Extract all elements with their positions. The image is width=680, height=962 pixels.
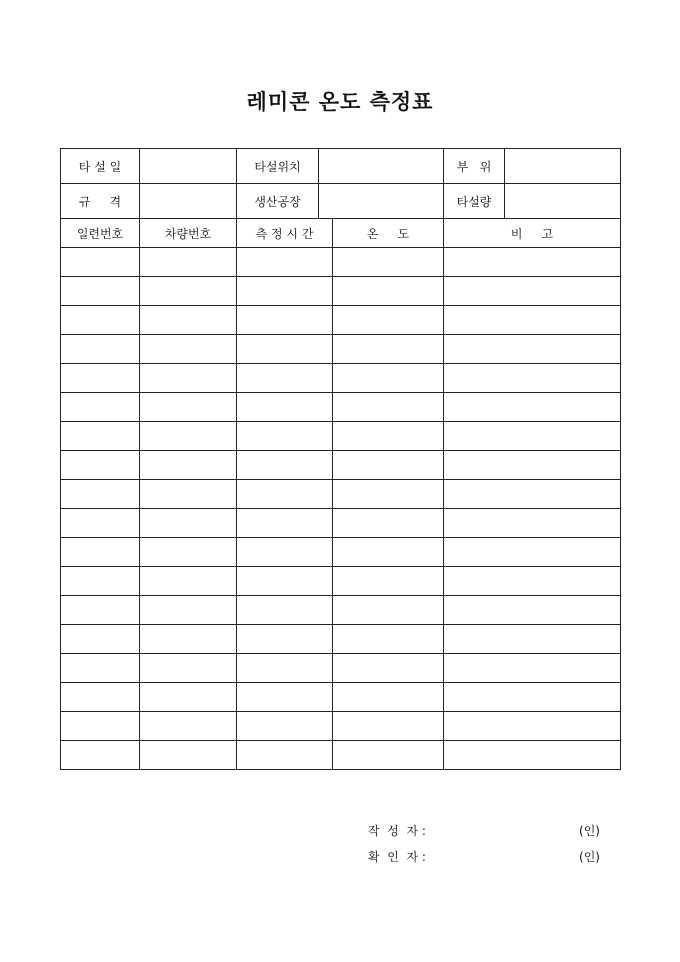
part-field[interactable] [505,149,621,184]
remarks-cell[interactable] [444,364,621,393]
spec-label: 규 격 [61,184,140,219]
table-row [61,364,621,393]
temp-cell[interactable] [333,654,444,683]
vehicle-cell[interactable] [140,335,237,364]
vehicle-cell[interactable] [140,393,237,422]
table-row [61,277,621,306]
table-row [61,538,621,567]
table-row [61,335,621,364]
remarks-cell[interactable] [444,335,621,364]
temp-cell[interactable] [333,596,444,625]
vehicle-cell[interactable] [140,654,237,683]
remarks-cell[interactable] [444,277,621,306]
time-cell[interactable] [237,277,333,306]
pour-amount-label: 타설량 [444,184,505,219]
serial-cell[interactable] [61,393,140,422]
vehicle-cell[interactable] [140,451,237,480]
serial-cell[interactable] [61,248,140,277]
time-cell[interactable] [237,509,333,538]
serial-cell[interactable] [61,625,140,654]
serial-cell[interactable] [61,596,140,625]
temp-cell[interactable] [333,741,444,770]
temp-cell[interactable] [333,683,444,712]
temp-cell[interactable] [333,335,444,364]
temp-cell[interactable] [333,451,444,480]
vehicle-cell[interactable] [140,683,237,712]
serial-cell[interactable] [61,422,140,451]
spec-field[interactable] [140,184,237,219]
serial-cell[interactable] [61,741,140,770]
pour-date-field[interactable] [140,149,237,184]
col-header-time: 측 정 시 간 [237,219,333,248]
table-row [61,451,621,480]
col-header-vehicle: 차량번호 [140,219,237,248]
time-cell[interactable] [237,335,333,364]
temp-cell[interactable] [333,364,444,393]
temp-cell[interactable] [333,393,444,422]
time-cell[interactable] [237,480,333,509]
serial-cell[interactable] [61,277,140,306]
remarks-cell[interactable] [444,393,621,422]
pour-location-label: 타설위치 [237,149,319,184]
temp-cell[interactable] [333,277,444,306]
temp-cell[interactable] [333,712,444,741]
info-row-2 [61,184,621,219]
vehicle-cell[interactable] [140,625,237,654]
checker-label: 확 인 자 : [368,850,426,864]
table-row [61,567,621,596]
remarks-cell[interactable] [444,741,621,770]
table-row [61,654,621,683]
time-cell[interactable] [237,538,333,567]
serial-cell[interactable] [61,538,140,567]
temp-cell[interactable] [333,480,444,509]
col-header-remarks: 비 고 [444,219,621,248]
table-row [61,393,621,422]
serial-cell[interactable] [61,364,140,393]
time-cell[interactable] [237,422,333,451]
checker-stamp: (인) [579,850,600,864]
time-cell[interactable] [237,683,333,712]
temp-cell[interactable] [333,422,444,451]
data-rows [61,248,621,770]
temp-cell[interactable] [333,567,444,596]
col-header-temp: 온 도 [333,219,444,248]
time-cell[interactable] [237,654,333,683]
remarks-cell[interactable] [444,422,621,451]
pour-date-label: 타 설 일 [61,149,140,184]
plant-label: 생산공장 [237,184,319,219]
column-header-row [61,219,621,248]
vehicle-cell[interactable] [140,364,237,393]
time-cell[interactable] [237,712,333,741]
time-cell[interactable] [237,596,333,625]
table-row [61,306,621,335]
time-cell[interactable] [237,741,333,770]
table-row [61,509,621,538]
vehicle-cell[interactable] [140,509,237,538]
remarks-cell[interactable] [444,480,621,509]
serial-cell[interactable] [61,335,140,364]
vehicle-cell[interactable] [140,741,237,770]
table-row [61,596,621,625]
time-cell[interactable] [237,625,333,654]
remarks-cell[interactable] [444,712,621,741]
serial-cell[interactable] [61,567,140,596]
serial-cell[interactable] [61,712,140,741]
writer-label: 작 성 자 : [368,824,426,838]
table-row [61,741,621,770]
time-cell[interactable] [237,567,333,596]
remarks-cell[interactable] [444,683,621,712]
remarks-cell[interactable] [444,625,621,654]
temp-cell[interactable] [333,306,444,335]
vehicle-cell[interactable] [140,596,237,625]
table-row [61,422,621,451]
time-cell[interactable] [237,306,333,335]
temp-cell[interactable] [333,248,444,277]
time-cell[interactable] [237,393,333,422]
vehicle-cell[interactable] [140,248,237,277]
table-row [61,683,621,712]
remarks-cell[interactable] [444,248,621,277]
pour-amount-field[interactable] [505,184,621,219]
temp-cell[interactable] [333,538,444,567]
col-header-serial: 일련번호 [61,219,140,248]
temp-cell[interactable] [333,509,444,538]
pour-location-field[interactable] [319,149,444,184]
serial-cell[interactable] [61,480,140,509]
serial-cell[interactable] [61,683,140,712]
plant-field[interactable] [319,184,444,219]
serial-cell[interactable] [61,306,140,335]
serial-cell[interactable] [61,654,140,683]
info-row-1 [61,149,621,184]
vehicle-cell[interactable] [140,480,237,509]
table-row [61,248,621,277]
part-label: 부 위 [444,149,505,184]
page-title: 레미콘 온도 측정표 [246,89,434,114]
vehicle-cell[interactable] [140,712,237,741]
vehicle-cell[interactable] [140,306,237,335]
remarks-cell[interactable] [444,451,621,480]
remarks-cell[interactable] [444,596,621,625]
remarks-cell[interactable] [444,567,621,596]
table-row [61,625,621,654]
vehicle-cell[interactable] [140,422,237,451]
remarks-cell[interactable] [444,538,621,567]
vehicle-cell[interactable] [140,538,237,567]
time-cell[interactable] [237,451,333,480]
remarks-cell[interactable] [444,654,621,683]
vehicle-cell[interactable] [140,277,237,306]
measurement-table [60,148,621,770]
remarks-cell[interactable] [444,306,621,335]
writer-stamp: (인) [579,824,600,838]
remarks-cell[interactable] [444,509,621,538]
vehicle-cell[interactable] [140,567,237,596]
time-cell[interactable] [237,248,333,277]
serial-cell[interactable] [61,451,140,480]
serial-cell[interactable] [61,509,140,538]
table-row [61,712,621,741]
time-cell[interactable] [237,364,333,393]
temp-cell[interactable] [333,625,444,654]
table-row [61,480,621,509]
